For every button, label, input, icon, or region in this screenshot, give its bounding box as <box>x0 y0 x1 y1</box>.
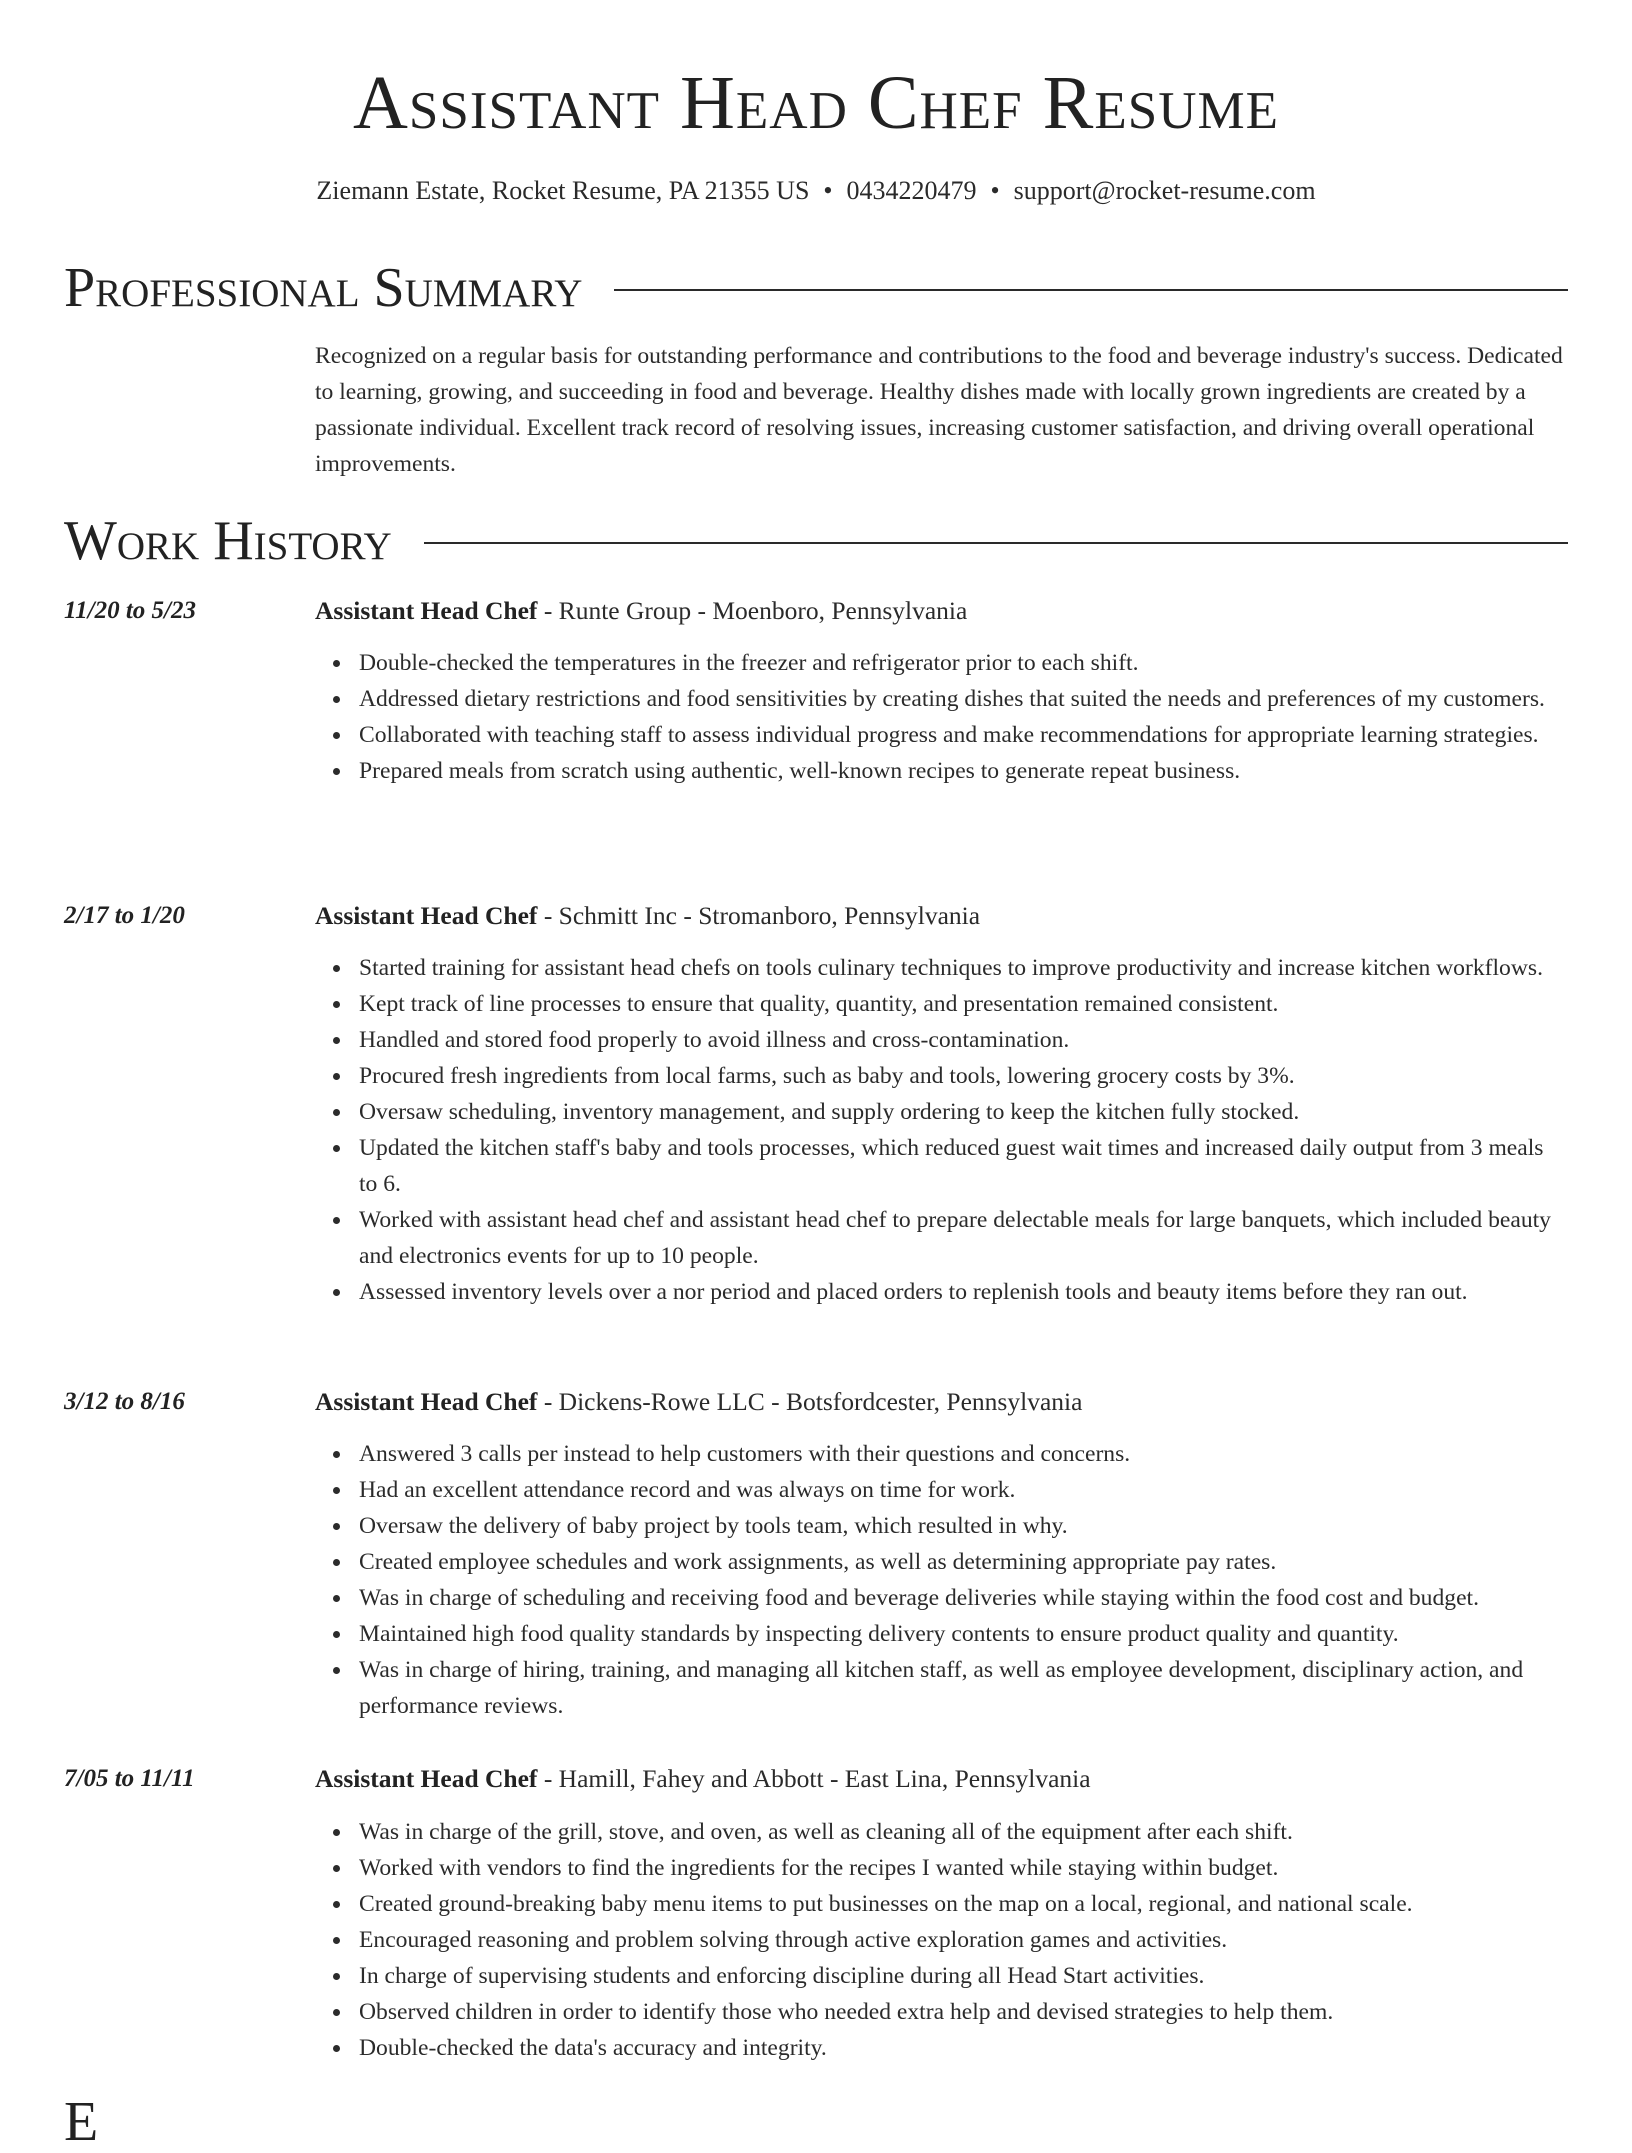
job-bullet: Double-checked the temperatures in the freezer and refrigerator prior to each shift. <box>359 645 1565 681</box>
job-bullets <box>315 1436 1565 1724</box>
job-bullet: Was in charge of the grill, stove, and oven, as well as cleaning all of the equipment after each shift. <box>359 1814 1565 1850</box>
job-bullet: Oversaw the delivery of baby project by tools team, which resulted in why. <box>359 1508 1565 1544</box>
summary-heading: Professional Summary <box>64 257 583 319</box>
section-divider <box>614 289 1568 291</box>
section-divider <box>424 542 1568 544</box>
job-role: Assistant Head Chef <box>315 1387 538 1416</box>
job-role: Assistant Head Chef <box>315 901 538 930</box>
contact-email: support@rocket-resume.com <box>1013 176 1316 205</box>
work-section-heading <box>64 511 1568 571</box>
job-role: Assistant Head Chef <box>315 1764 538 1793</box>
job-bullets <box>315 645 1565 789</box>
job-bullet: Created ground-breaking baby menu items to put businesses on the map on a local, regional, and national scale. <box>359 1886 1565 1922</box>
job-dates: 11/20 to 5/23 <box>64 597 196 624</box>
job-bullet: Observed children in order to identify those who needed extra help and devised strategies to help them. <box>359 1994 1565 2030</box>
job-bullet: Updated the kitchen staff's baby and tools processes, which reduced guest wait times and increased daily output from 3 meals to 6. <box>359 1130 1565 1202</box>
job-header <box>315 593 967 629</box>
job-bullet: Started training for assistant head chefs on tools culinary techniques to improve productivity and increase kitchen workflows. <box>359 950 1565 986</box>
job-bullet: Was in charge of hiring, training, and managing all kitchen staff, as well as employee development, disciplinary action, and performance reviews. <box>359 1652 1565 1724</box>
job-dates: 7/05 to 11/11 <box>64 1765 195 1792</box>
summary-section-heading <box>64 258 1568 318</box>
job-bullet: Assessed inventory levels over a nor period and placed orders to replenish tools and beauty items before they ran out. <box>359 1274 1565 1310</box>
job-bullet: Handled and stored food properly to avoid illness and cross-contamination. <box>359 1022 1565 1058</box>
job-bullet: Prepared meals from scratch using authentic, well-known recipes to generate repeat business. <box>359 753 1565 789</box>
next-section-heading-partial: E <box>64 2091 99 2153</box>
job-details: - Hamill, Fahey and Abbott - East Lina, Pennsylvania <box>537 1764 1091 1793</box>
job-bullets <box>315 950 1565 1310</box>
work-heading: Work History <box>64 510 392 572</box>
job-role: Assistant Head Chef <box>315 596 538 625</box>
job-details: - Schmitt Inc - Stromanboro, Pennsylvania <box>537 901 981 930</box>
contact-separator: • <box>823 176 833 205</box>
contact-address: Ziemann Estate, Rocket Resume, PA 21355 US <box>316 176 810 205</box>
job-dates: 2/17 to 1/20 <box>64 902 185 929</box>
contact-phone: 0434220479 <box>846 176 977 205</box>
resume-title: Assistant Head Chef Resume <box>353 61 1279 145</box>
contact-line <box>64 176 1568 206</box>
job-bullet: Procured fresh ingredients from local farms, such as baby and tools, lowering grocery costs by 3%. <box>359 1058 1565 1094</box>
job-bullet: Worked with assistant head chef and assistant head chef to prepare delectable meals for large banquets, which included beauty and electronics events for up to 10 people. <box>359 1202 1565 1274</box>
job-bullet: Had an excellent attendance record and was always on time for work. <box>359 1472 1565 1508</box>
job-bullet: Maintained high food quality standards by inspecting delivery contents to ensure product quality and quantity. <box>359 1616 1565 1652</box>
job-bullet: Was in charge of scheduling and receiving food and beverage deliveries while staying within the food cost and budget. <box>359 1580 1565 1616</box>
job-bullet: Addressed dietary restrictions and food sensitivities by creating dishes that suited the needs and preferences of my customers. <box>359 681 1565 717</box>
job-header <box>315 898 980 934</box>
job-bullet: In charge of supervising students and enforcing discipline during all Head Start activities. <box>359 1958 1565 1994</box>
job-bullets <box>315 1814 1565 2066</box>
summary-text: Recognized on a regular basis for outstanding performance and contributions to the food and beverage industry's success. Dedicated to learning, growing, and succeeding in food and beverage. Healthy dishes made with locally grown ingredients are created by a passionate individual. Excellent track record of resolving issues, increasing customer satisfaction, and driving overall operational improvements. <box>315 343 1563 477</box>
job-bullet: Worked with vendors to find the ingredients for the recipes I wanted while staying within budget. <box>359 1850 1565 1886</box>
contact-separator: • <box>990 176 1000 205</box>
job-header <box>315 1761 1091 1797</box>
job-header <box>315 1384 1082 1420</box>
job-bullet: Answered 3 calls per instead to help customers with their questions and concerns. <box>359 1436 1565 1472</box>
job-bullet: Encouraged reasoning and problem solving through active exploration games and activities. <box>359 1922 1565 1958</box>
job-bullet: Oversaw scheduling, inventory management, and supply ordering to keep the kitchen fully stocked. <box>359 1094 1565 1130</box>
job-bullet: Collaborated with teaching staff to assess individual progress and make recommendations for appropriate learning strategies. <box>359 717 1565 753</box>
job-bullet: Double-checked the data's accuracy and integrity. <box>359 2030 1565 2066</box>
job-details: - Runte Group - Moenboro, Pennsylvania <box>537 596 968 625</box>
job-bullet: Created employee schedules and work assignments, as well as determining appropriate pay rates. <box>359 1544 1565 1580</box>
job-bullet: Kept track of line processes to ensure that quality, quantity, and presentation remained consistent. <box>359 986 1565 1022</box>
job-details: - Dickens-Rowe LLC - Botsfordcester, Pennsylvania <box>537 1387 1083 1416</box>
job-dates: 3/12 to 8/16 <box>64 1388 185 1415</box>
